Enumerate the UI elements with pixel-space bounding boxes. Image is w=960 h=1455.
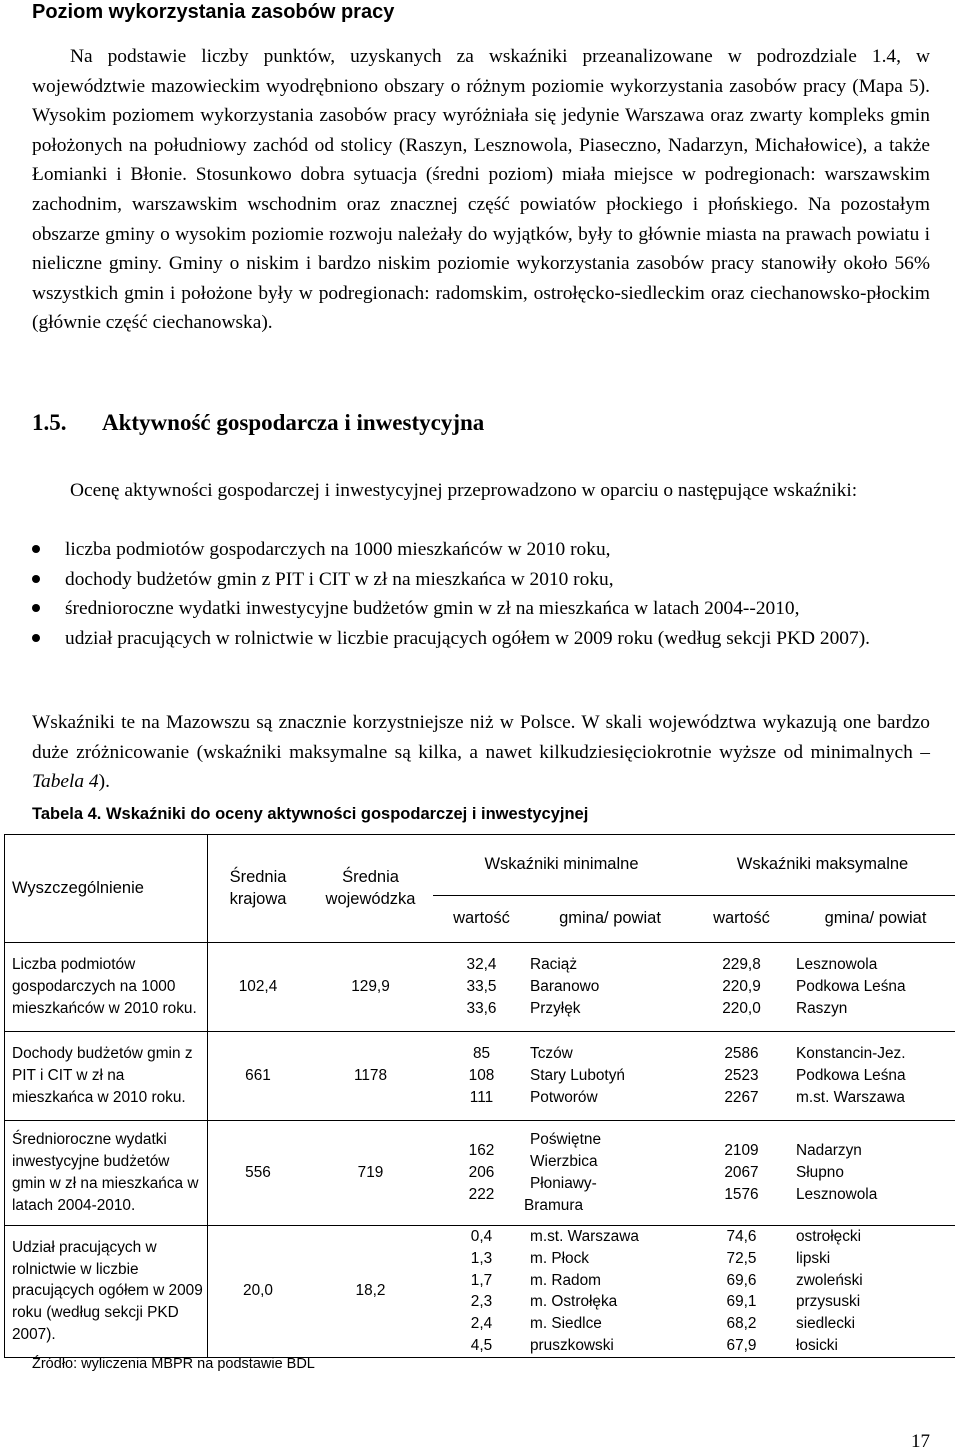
list-item: średnioroczne wydatki inwestycyjne budżetów gmin w zł na mieszkańca w latach 2004--2010, (32, 594, 930, 624)
chapter-intro: Ocenę aktywności gospodarczej i inwestycyjnej przeprowadzono w oparciu o następujące wskaźniki: (70, 480, 858, 501)
min-values: 32,4 33,5 33,6 (433, 943, 530, 1032)
header-min-unit: gmina/ powiat (530, 896, 690, 943)
table-source: Źródło: wyliczenia MBPR na podstawie BDL (32, 1356, 315, 1372)
section-title: Poziom wykorzystania zasobów pracy (32, 1, 395, 23)
chapter-heading (32, 408, 484, 438)
min-units: m.st. Warszawa m. Płock m. Radom m. Ostrołęka m. Siedlce pruszkowski (530, 1226, 690, 1358)
max-values: 2586 2523 2267 (690, 1032, 793, 1121)
voivodeship-value: 129,9 (308, 943, 433, 1032)
max-values: 74,6 72,5 69,6 69,1 68,2 67,9 (690, 1226, 793, 1358)
table-row (5, 1121, 956, 1226)
national-value: 102,4 (208, 943, 309, 1032)
national-value: 661 (208, 1032, 309, 1121)
min-units: Poświętne Wierzbica Płoniawy- Bramura (530, 1121, 690, 1226)
table-row (5, 1032, 956, 1121)
chapter-title: Aktywność gospodarcza i inwestycyjna (102, 410, 485, 435)
bullet-icon (32, 545, 40, 553)
header-item: Wyszczególnienie (5, 835, 208, 943)
table-header-row (5, 835, 956, 896)
min-values: 85 108 111 (433, 1032, 530, 1121)
header-min-group: Wskaźniki minimalne (433, 835, 690, 896)
voivodeship-value: 18,2 (308, 1226, 433, 1358)
bullet-icon (32, 604, 40, 612)
list-item: liczba podmiotów gospodarczych na 1000 mieszkańców w 2010 roku, (32, 535, 930, 565)
min-units: Tczów Stary Lubotyń Potworów (530, 1032, 690, 1121)
row-label: Średnioroczne wydatki inwestycyjne budżetów gmin w zł na mieszkańca w latach 2004-2010. (5, 1121, 208, 1226)
table-caption: Tabela 4. Wskaźniki do oceny aktywności gospodarczej i inwestycyjnej (32, 805, 589, 823)
header-voivodeship: Średnia wojewódzka (308, 835, 433, 943)
max-units: ostrołęcki lipski zwoleński przysuski siedlecki łosicki (793, 1226, 955, 1358)
table-reference: Tabela 4 (32, 771, 99, 793)
header-max-group: Wskaźniki maksymalne (690, 835, 955, 896)
national-value: 20,0 (208, 1226, 309, 1358)
list-item: dochody budżetów gmin z PIT i CIT w zł na mieszkańca w 2010 roku, (32, 565, 930, 595)
min-values: 0,4 1,3 1,7 2,3 2,4 4,5 (433, 1226, 530, 1358)
max-units: Nadarzyn Słupno Lesznowola (793, 1121, 955, 1226)
page-number: 17 (911, 1431, 930, 1452)
min-values: 162 206 222 (433, 1121, 530, 1226)
bullet-icon (32, 634, 40, 642)
row-label: Dochody budżetów gmin z PIT i CIT w zł na mieszkańca w 2010 roku. (5, 1032, 208, 1121)
voivodeship-value: 1178 (308, 1032, 433, 1121)
row-label: Udział pracujących w rolnictwie w liczbie pracujących ogółem w 2009 roku (według sekcji PKD 2007). (5, 1226, 208, 1358)
indicators-table (4, 834, 955, 1358)
indicator-list (32, 535, 930, 653)
list-item: udział pracujących w rolnictwie w liczbie pracujących ogółem w 2009 roku (według sekcji PKD 2007). (32, 624, 930, 654)
table-row (5, 943, 956, 1032)
chapter-summary: Wskaźniki te na Mazowszu są znacznie korzystniejsze niż w Polsce. W skali województwa wykazują one bardzo duże zróżnicowanie (wskaźniki maksymalne są kilka, a nawet kilkudziesięciokrotnie wyższe od minimalnych – Tabela 4). (32, 712, 930, 793)
chapter-number: 1.5. (32, 410, 67, 435)
voivodeship-value: 719 (308, 1121, 433, 1226)
max-values: 229,8 220,9 220,0 (690, 943, 793, 1032)
max-units: Lesznowola Podkowa Leśna Raszyn (793, 943, 955, 1032)
section-paragraph: Na podstawie liczby punktów, uzyskanych za wskaźniki przeanalizowane w podrozdziale 1.4, w województwie mazowieckim wyodrębniono obszary o różnym poziomie wykorzystania zasobów pracy (Mapa 5). Wysokim poziomem wykorzystania zasobów pracy wyróżniała się jedynie Warszawa oraz zwarty kompleks gmin położonych na południowy zachód od stolicy (Raszyn, Lesznowola, Piaseczno, Nadarzyn, Michałowice), a także Łomianki i Błonie. Stosunkowo dobra sytuacja (średni poziom) miała miejsce w podregionach: warszawskim zachodnim, warszawskim wschodnim oraz znacznej część powiatów płockiego i płońskiego. Na pozostałym obszarze gminy o wysokim poziomie rozwoju należały do wyjątków, były to głównie miasta na prawach powiatu i nieliczne gminy. Gminy o niskim i bardzo niskim poziomie wykorzystania zasobów pracy stanowiły około 56% wszystkich gmin i położone były w podregionach: radomskim, ostrołęcko-siedleckim oraz ciechanowsko-płockim (głównie część ciechanowska). (32, 46, 930, 334)
bullet-icon (32, 575, 40, 583)
max-values: 2109 2067 1576 (690, 1121, 793, 1226)
min-units: Raciąż Baranowo Przyłęk (530, 943, 690, 1032)
header-min-value: wartość (433, 896, 530, 943)
header-max-unit: gmina/ powiat (793, 896, 955, 943)
max-units: Konstancin-Jez. Podkowa Leśna m.st. Warszawa (793, 1032, 955, 1121)
row-label: Liczba podmiotów gospodarczych na 1000 mieszkańców w 2010 roku. (5, 943, 208, 1032)
header-max-value: wartość (690, 896, 793, 943)
table-row (5, 1226, 956, 1358)
header-national: Średnia krajowa (208, 835, 309, 943)
national-value: 556 (208, 1121, 309, 1226)
